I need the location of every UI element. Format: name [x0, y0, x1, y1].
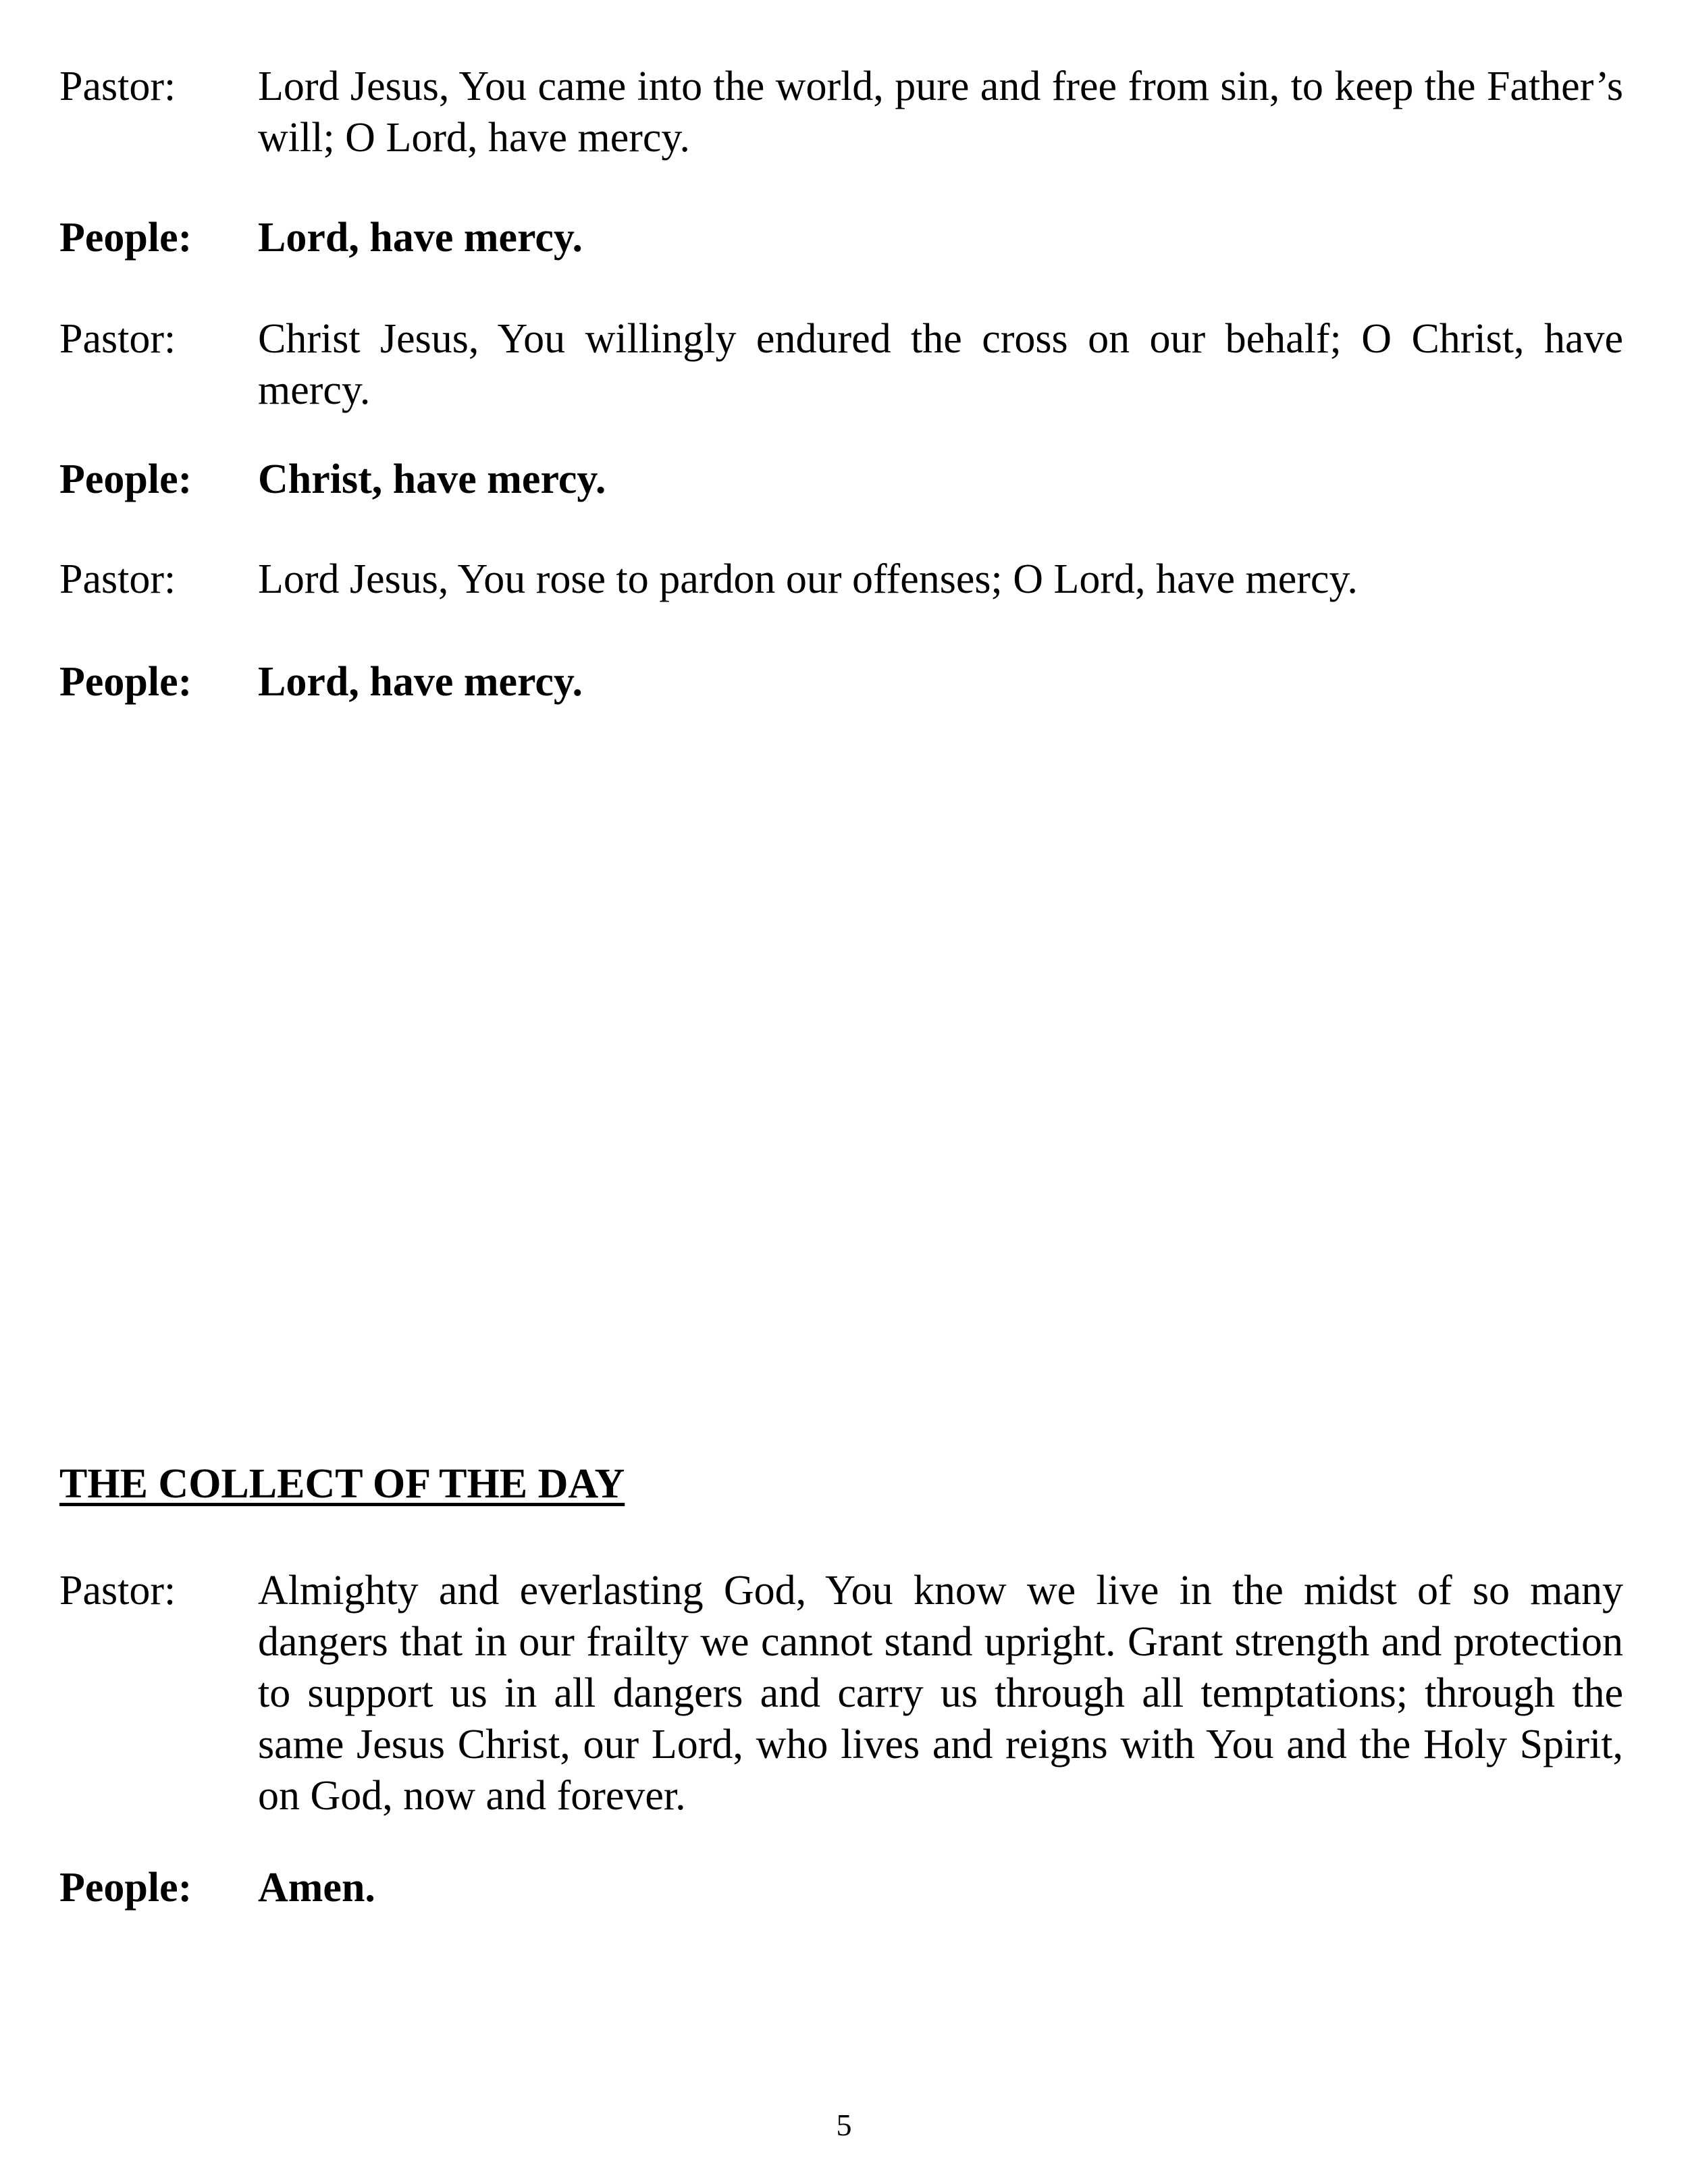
speaker-label: People:	[59, 215, 192, 261]
speaker-label: Pastor:	[59, 556, 176, 602]
speaker-label: People:	[59, 659, 192, 705]
speaker-label: People:	[59, 1865, 192, 1911]
speaker-label: People:	[59, 456, 192, 502]
line-text: Lord, have mercy.	[258, 659, 583, 705]
speaker-label: Pastor:	[59, 1568, 176, 1614]
line-text: Amen.	[258, 1865, 375, 1911]
speaker-label: Pastor:	[59, 63, 176, 109]
line-text: Christ Jesus, You willingly endured the cross on our behalf; O Christ, have mercy.	[258, 316, 1623, 413]
line-text: Lord, have mercy.	[258, 215, 583, 261]
section-heading: THE COLLECT OF THE DAY	[59, 1461, 625, 1507]
line-text: Lord Jesus, You rose to pardon our offenses; O Lord, have mercy.	[258, 556, 1358, 602]
line-text: Almighty and everlasting God, You know we live in the midst of so many dangers that in our frailty we cannot stand upright. Grant strength and protection to support us in all dangers and carry us through all temptations; through the same Jesus Christ, our Lord, who lives and reigns with You and the Holy Spirit, on God, now and forever.	[258, 1568, 1623, 1819]
line-text: Christ, have mercy.	[258, 456, 606, 502]
speaker-label: Pastor:	[59, 316, 176, 362]
line-text: Lord Jesus, You came into the world, pure and free from sin, to keep the Father’s will; O Lord, have mercy.	[258, 63, 1623, 161]
page-number: 5	[836, 2108, 852, 2142]
